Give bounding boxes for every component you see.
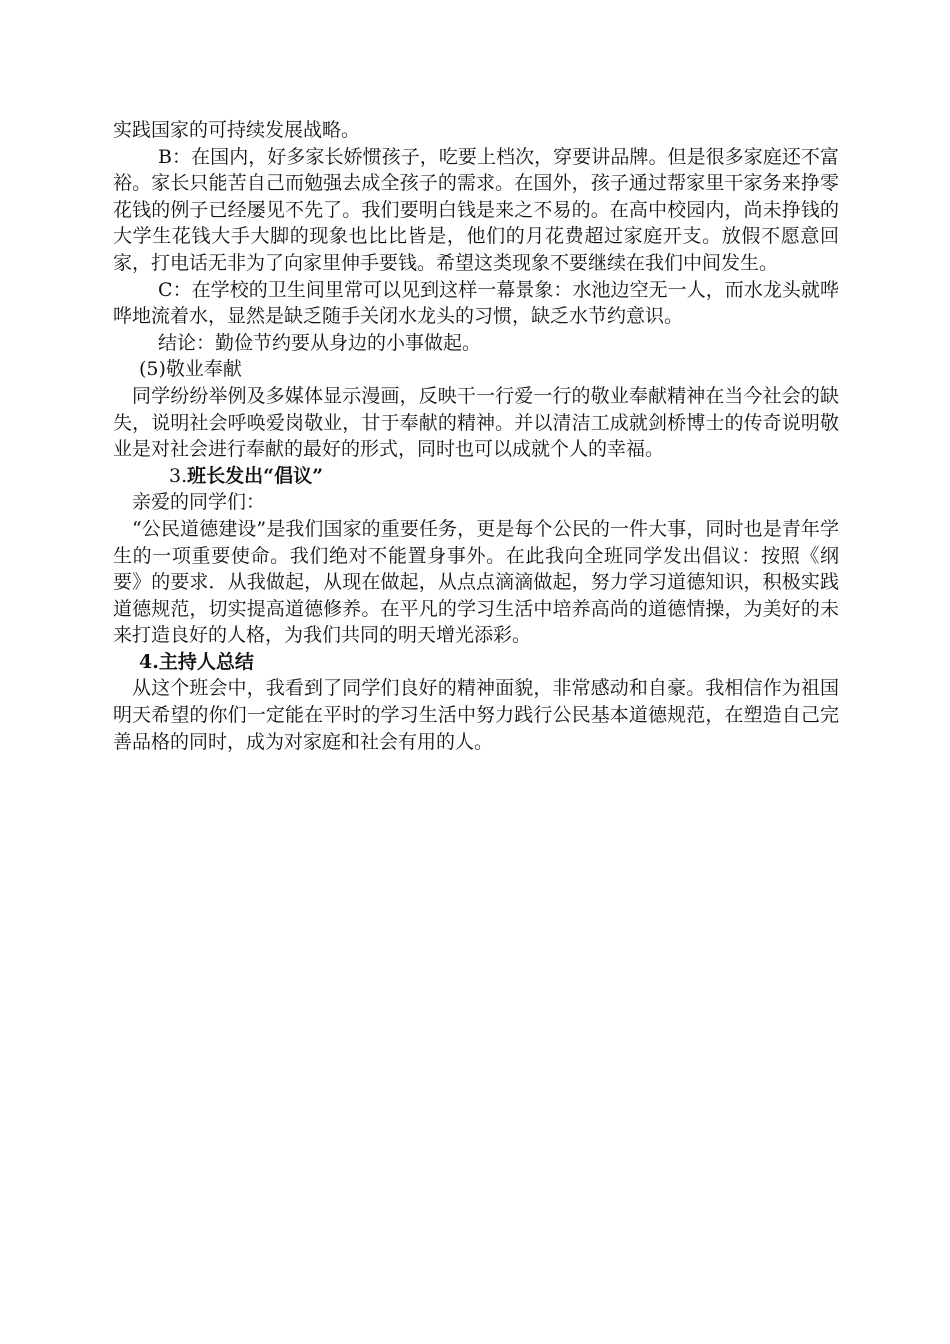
paragraph-sustainable-strategy: 实践国家的可持续发展战略。 [113,119,361,141]
heading-initiative-number: 3. [169,464,188,487]
document-body [113,117,839,755]
paragraph-dedication: 同学纷纷举例及多媒体显示漫画，反映干一行爱一行的敬业奉献精神在当今社会的缺失，说明社会呼唤爱岗敬业，甘于奉献的精神。并以清洁工成就剑桥博士的传奇说明敬业是对社会进行奉献的最好的形式，同时也可以成就个人的幸福。 [113,384,839,461]
paragraph-salutation: 亲爱的同学们： [132,491,266,514]
subheading-dedication: (5)敬业奉献 [139,358,242,381]
paragraph-host-summary: 从这个班会中，我看到了同学们良好的精神面貌，非常感动和自豪。我相信作为祖国明天希望的你们一定能在平时的学习生活中努力践行公民基本道德规范，在塑造自己完善品格的同时，成为对家庭和社会有用的人。 [113,677,839,753]
paragraph-example-b: B：在国内，好多家长娇惯孩子，吃要上档次，穿要讲品牌。但是很多家庭还不富裕。家长只能苦自己而勉强去成全孩子的需求。在国外，孩子通过帮家里干家务来挣零花钱的例子已经屡见不先了。我们要明白钱是来之不易的。在高中校园内，尚未挣钱的大学生花钱大手大脚的现象也比比皆是，他们的月花费超过家庭开支。放假不愿意回家，打电话无非为了向家里伸手要钱。希望这类现象不要继续在我们中间发生。 [113,145,839,274]
heading-initiative [113,463,839,490]
heading-host-summary: 4.主持人总结 [139,650,254,673]
heading-initiative-text: 班长发出“倡议” [187,464,323,487]
paragraph-conclusion: 结论：勤俭节约要从身边的小事做起。 [158,331,482,354]
paragraph-initiative: “公民道德建设”是我们国家的重要任务，更是每个公民的一件大事，同时也是青年学生的一项重要使命。我们绝对不能置身事外。在此我向全班同学发出倡议：按照《纲要》的要求．从我做起，从现在做起，从点点滴滴做起，努力学习道德知识，积极实践道德规范，切实提高道德修养。在平凡的学习生活中培养高尚的道德情操，为美好的未来打造良好的人格，为我们共同的明天增光添彩。 [113,517,839,647]
paragraph-example-c: C：在学校的卫生间里常可以见到这样一幕景象：水池边空无一人，而水龙头就哗哗地流着水，显然是缺乏随手关闭水龙头的习惯，缺乏水节约意识。 [113,278,839,328]
